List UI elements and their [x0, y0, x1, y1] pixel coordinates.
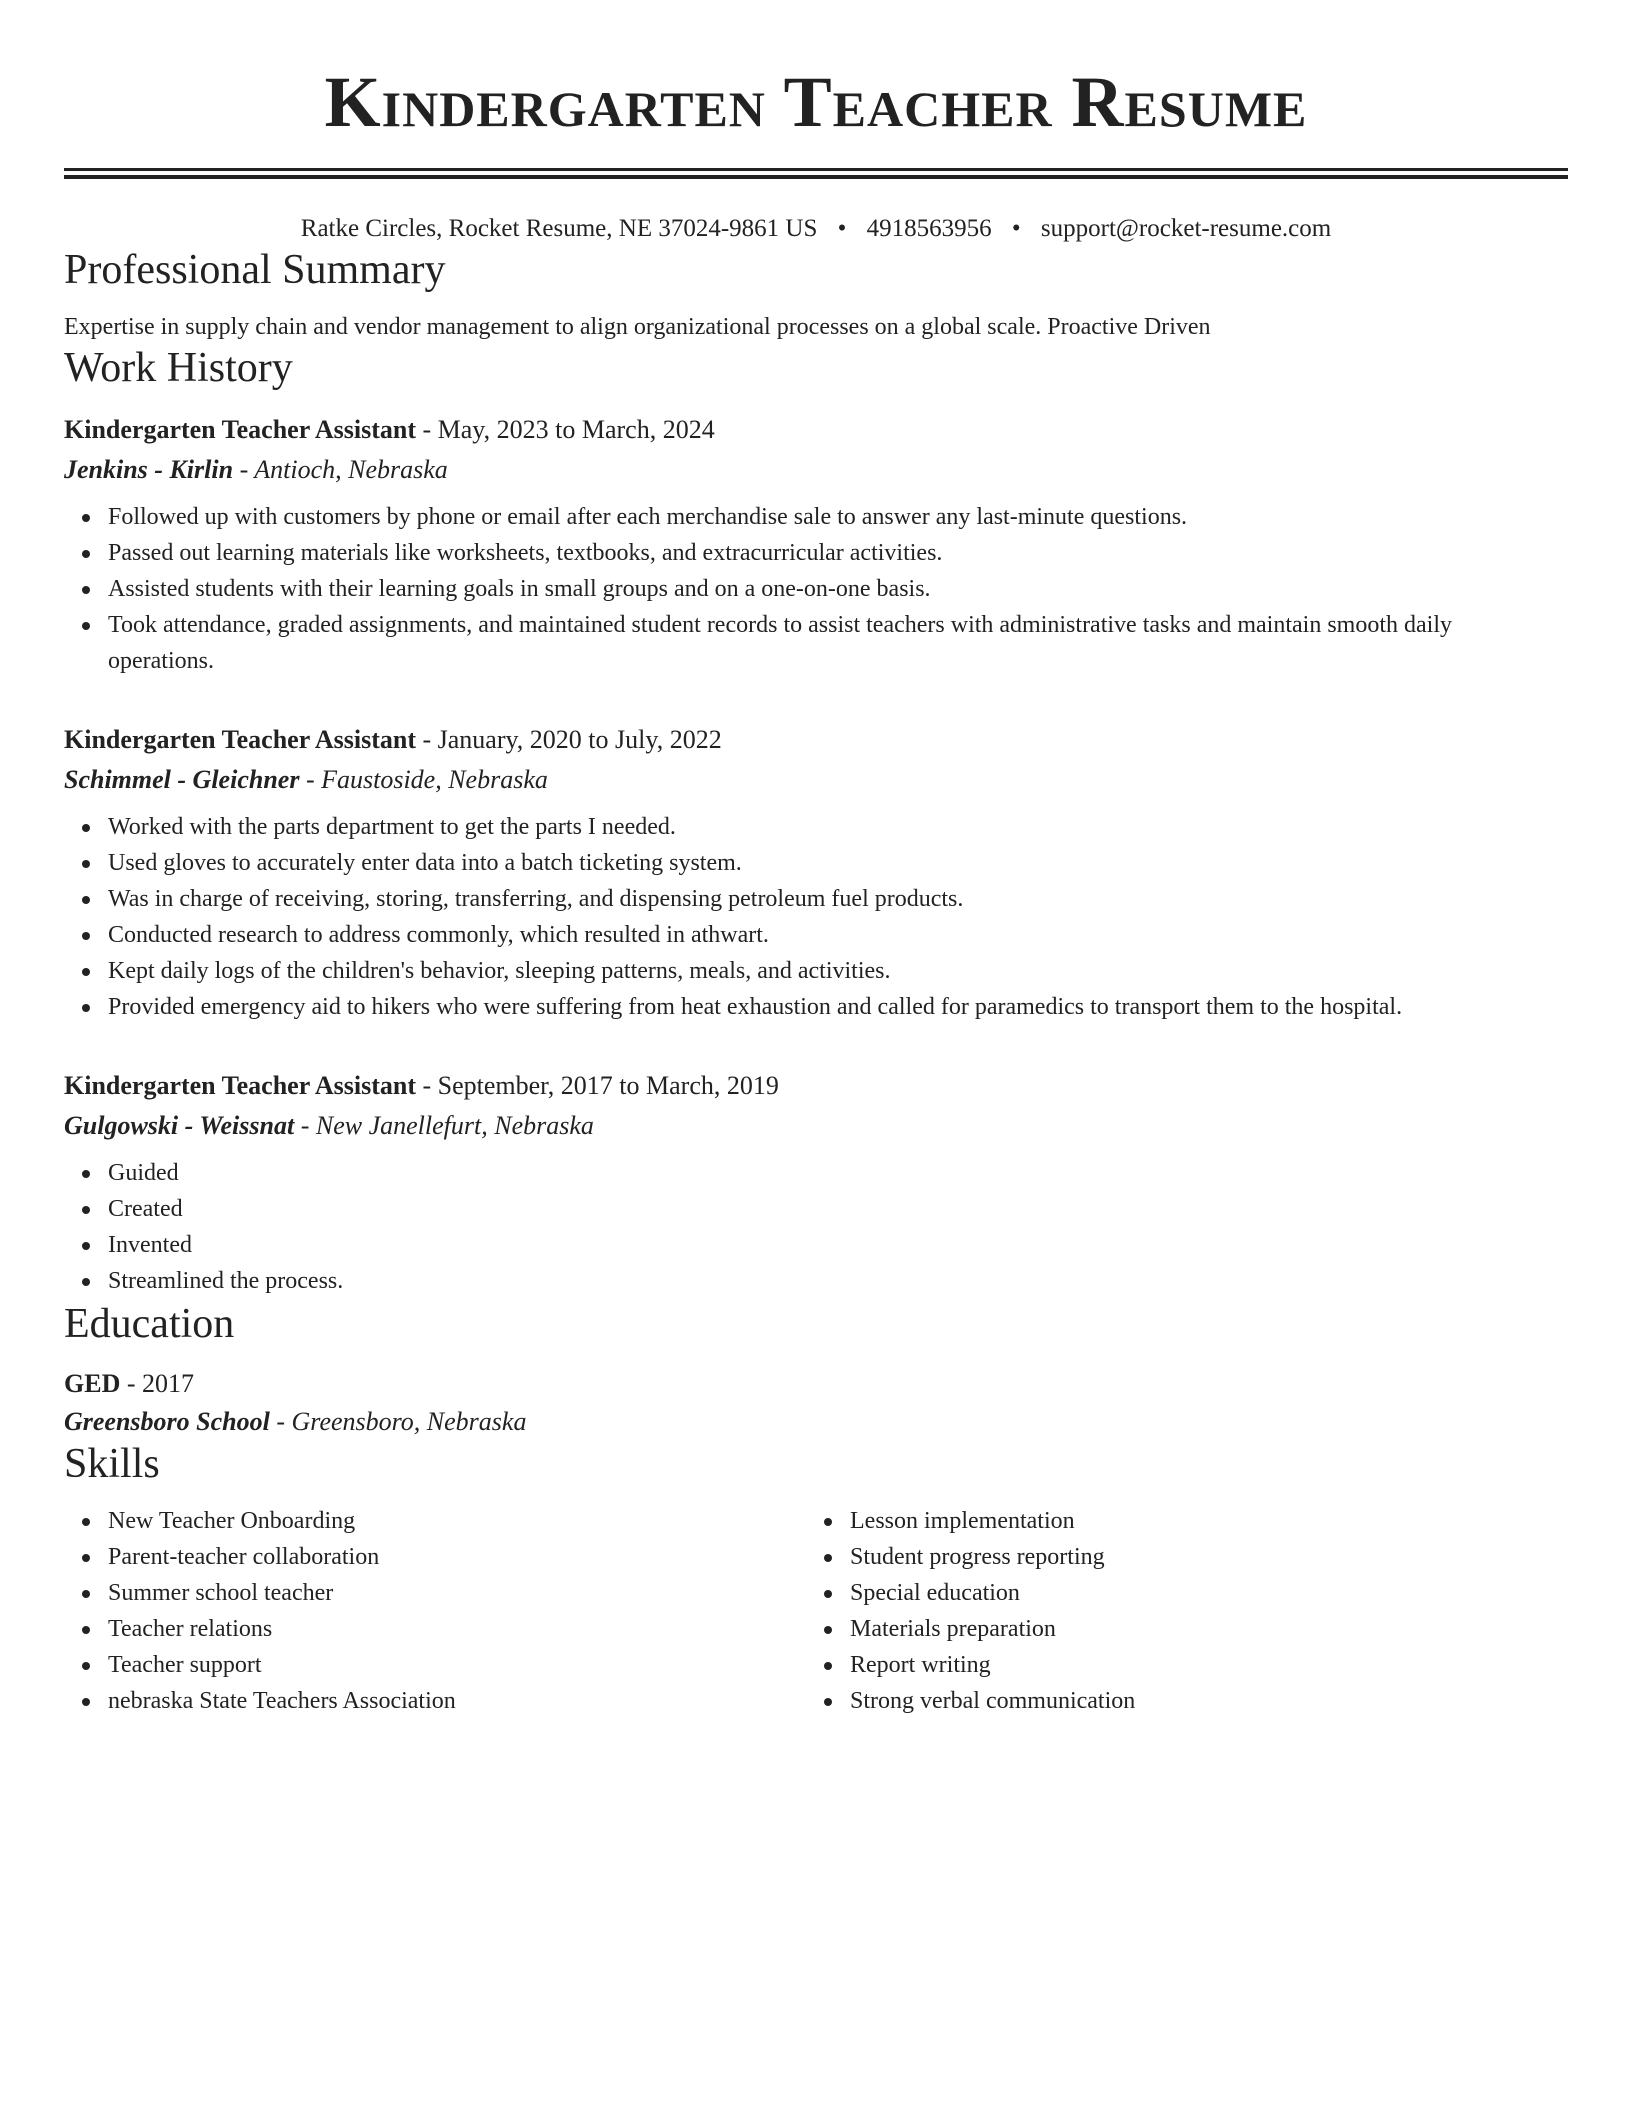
job-bullets	[64, 1155, 1568, 1299]
list-item: Created	[108, 1191, 1568, 1227]
list-item: Materials preparation	[850, 1611, 1548, 1647]
education-school-line	[64, 1405, 1568, 1439]
job-header	[64, 413, 1568, 447]
job-dates: - September, 2017 to March, 2019	[415, 1071, 779, 1100]
contact-phone: 4918563956	[866, 215, 992, 242]
job-bullets	[64, 809, 1568, 1025]
list-item: Passed out learning materials like worksheets, textbooks, and extracurricular activities.	[108, 535, 1568, 571]
list-item: Followed up with customers by phone or email after each merchandise sale to answer any last-minute questions.	[108, 499, 1568, 535]
list-item: Invented	[108, 1227, 1568, 1263]
list-item: Report writing	[850, 1647, 1548, 1683]
list-item: Parent-teacher collaboration	[108, 1539, 806, 1575]
job-employer	[64, 763, 1568, 797]
education-year: - 2017	[120, 1369, 195, 1398]
job-role: Kindergarten Teacher Assistant	[64, 1071, 416, 1100]
job-location: - New Janellefurt, Nebraska	[294, 1111, 594, 1140]
list-item: Summer school teacher	[108, 1575, 806, 1611]
skills-heading: Skills	[64, 1441, 160, 1487]
list-item: Provided emergency aid to hikers who were suffering from heat exhaustion and called for paramedics to transport them to the hospital.	[108, 989, 1568, 1025]
list-item: Teacher support	[108, 1647, 806, 1683]
list-item: Worked with the parts department to get the parts I needed.	[108, 809, 1568, 845]
list-item: Took attendance, graded assignments, and maintained student records to assist teachers with administrative tasks and maintain smooth daily operations.	[108, 607, 1568, 679]
list-item: Student progress reporting	[850, 1539, 1548, 1575]
job-header	[64, 1069, 1568, 1103]
contact-email: support@rocket-resume.com	[1040, 215, 1332, 242]
list-item: nebraska State Teachers Association	[108, 1683, 806, 1719]
job-location: - Antioch, Nebraska	[233, 455, 448, 484]
list-item: Conducted research to address commonly, which resulted in athwart.	[108, 917, 1568, 953]
job-employer	[64, 1109, 1568, 1143]
list-item: Was in charge of receiving, storing, transferring, and dispensing petroleum fuel products.	[108, 881, 1568, 917]
summary-text: Expertise in supply chain and vendor management to align organizational processes on a global scale. Proactive Driven	[64, 314, 1211, 340]
education-degree-line	[64, 1367, 1568, 1401]
list-item: New Teacher Onboarding	[108, 1503, 806, 1539]
title-double-rule	[64, 168, 1568, 179]
contact-separator: •	[837, 215, 847, 242]
job-location: - Faustoside, Nebraska	[299, 765, 548, 794]
job-company: Jenkins - Kirlin	[64, 455, 234, 484]
job-entry	[64, 1069, 1568, 1299]
job-entry	[64, 723, 1568, 1025]
list-item: Streamlined the process.	[108, 1263, 1568, 1299]
education-heading: Education	[64, 1301, 235, 1347]
job-company: Gulgowski - Weissnat	[64, 1111, 295, 1140]
education-school: Greensboro School	[64, 1407, 270, 1436]
contact-separator: •	[1011, 215, 1021, 242]
skills-right-column	[806, 1503, 1548, 1719]
job-dates: - January, 2020 to July, 2022	[415, 725, 722, 754]
contact-line	[64, 213, 1568, 245]
job-employer	[64, 453, 1568, 487]
summary-heading: Professional Summary	[64, 247, 446, 293]
job-role: Kindergarten Teacher Assistant	[64, 415, 416, 444]
contact-address: Ratke Circles, Rocket Resume, NE 37024-9861 US	[300, 215, 818, 242]
list-item: Strong verbal communication	[850, 1683, 1548, 1719]
skills-left-column	[64, 1503, 806, 1719]
work-history-heading: Work History	[64, 345, 293, 391]
list-item: Teacher relations	[108, 1611, 806, 1647]
list-item: Kept daily logs of the children's behavior, sleeping patterns, meals, and activities.	[108, 953, 1568, 989]
list-item: Guided	[108, 1155, 1568, 1191]
list-item: Lesson implementation	[850, 1503, 1548, 1539]
resume-title: Kindergarten Teacher Resume	[324, 62, 1308, 142]
skills-columns	[64, 1503, 1568, 1719]
list-item: Used gloves to accurately enter data into a batch ticketing system.	[108, 845, 1568, 881]
job-header	[64, 723, 1568, 757]
job-company: Schimmel - Gleichner	[64, 765, 300, 794]
job-role: Kindergarten Teacher Assistant	[64, 725, 416, 754]
job-bullets	[64, 499, 1568, 679]
education-location: - Greensboro, Nebraska	[269, 1407, 527, 1436]
list-item: Assisted students with their learning goals in small groups and on a one-on-one basis.	[108, 571, 1568, 607]
job-dates: - May, 2023 to March, 2024	[415, 415, 715, 444]
list-item: Special education	[850, 1575, 1548, 1611]
job-entry	[64, 413, 1568, 679]
education-degree: GED	[64, 1369, 121, 1398]
